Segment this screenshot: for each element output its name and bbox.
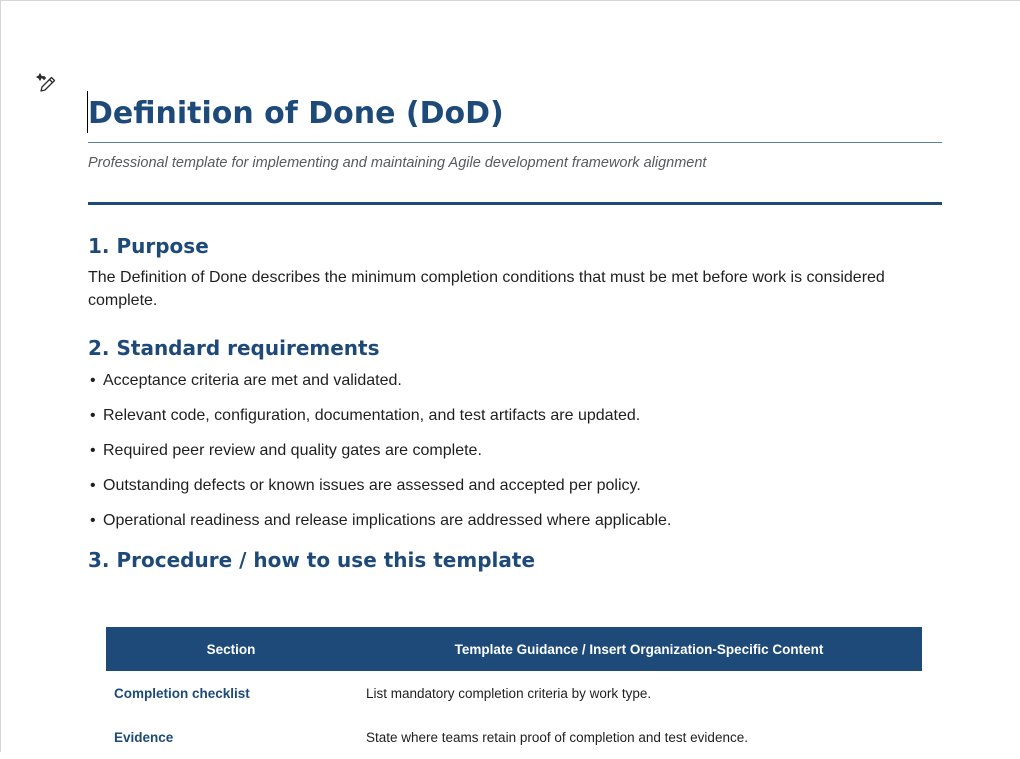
document-body[interactable]	[88, 87, 942, 745]
table-row[interactable]	[106, 671, 922, 715]
list-item-text: Relevant code, configuration, documentation, and test artifacts are updated.	[103, 407, 641, 424]
table-cell-section[interactable]: Completion checklist	[114, 685, 250, 701]
document-subtitle[interactable]: Professional template for implementing and maintaining Agile development framework alignment	[88, 155, 707, 171]
document-title[interactable]: Definition of Done (DoD)	[88, 87, 942, 143]
column-header-guidance: Template Guidance / Insert Organization-Specific Content	[454, 641, 824, 657]
list-item-text: Operational readiness and release implications are addressed where applicable.	[103, 512, 672, 529]
column-header-section: Section	[206, 641, 256, 657]
list-item-text: Required peer review and quality gates are complete.	[103, 442, 482, 459]
table-row[interactable]	[106, 715, 922, 759]
heading-purpose[interactable]: 1. Purpose	[88, 234, 209, 258]
heading-procedure[interactable]: 3. Procedure / how to use this template	[88, 548, 536, 572]
list-item-text: Acceptance criteria are met and validated.	[103, 372, 402, 389]
procedure-table[interactable]	[106, 627, 922, 759]
requirements-list	[88, 370, 942, 531]
table-header-row	[106, 627, 922, 671]
list-item[interactable]	[88, 370, 942, 391]
list-item[interactable]	[88, 405, 942, 426]
table-cell-section[interactable]: Evidence	[114, 729, 174, 745]
bullet-icon: •	[90, 372, 96, 389]
bullet-icon: •	[90, 512, 96, 529]
title-divider	[88, 202, 942, 205]
table-cell-guidance[interactable]: List mandatory completion criteria by work type.	[366, 685, 652, 701]
bullet-icon: •	[90, 407, 96, 424]
bullet-icon: •	[90, 442, 96, 459]
list-item[interactable]	[88, 510, 942, 531]
sparkle-pen-icon	[34, 71, 58, 100]
text-cursor	[87, 91, 88, 133]
list-item-text: Outstanding defects or known issues are assessed and accepted per policy.	[103, 477, 641, 494]
table-cell-guidance[interactable]: State where teams retain proof of completion and test evidence.	[366, 729, 748, 745]
purpose-paragraph[interactable]: The Definition of Done describes the minimum completion conditions that must be met before work is considered complete.	[88, 269, 885, 309]
list-item[interactable]	[88, 440, 942, 461]
heading-standard-requirements[interactable]: 2. Standard requirements	[88, 336, 380, 360]
ai-assist-button[interactable]	[34, 73, 58, 97]
list-item[interactable]	[88, 475, 942, 496]
bullet-icon: •	[90, 477, 96, 494]
